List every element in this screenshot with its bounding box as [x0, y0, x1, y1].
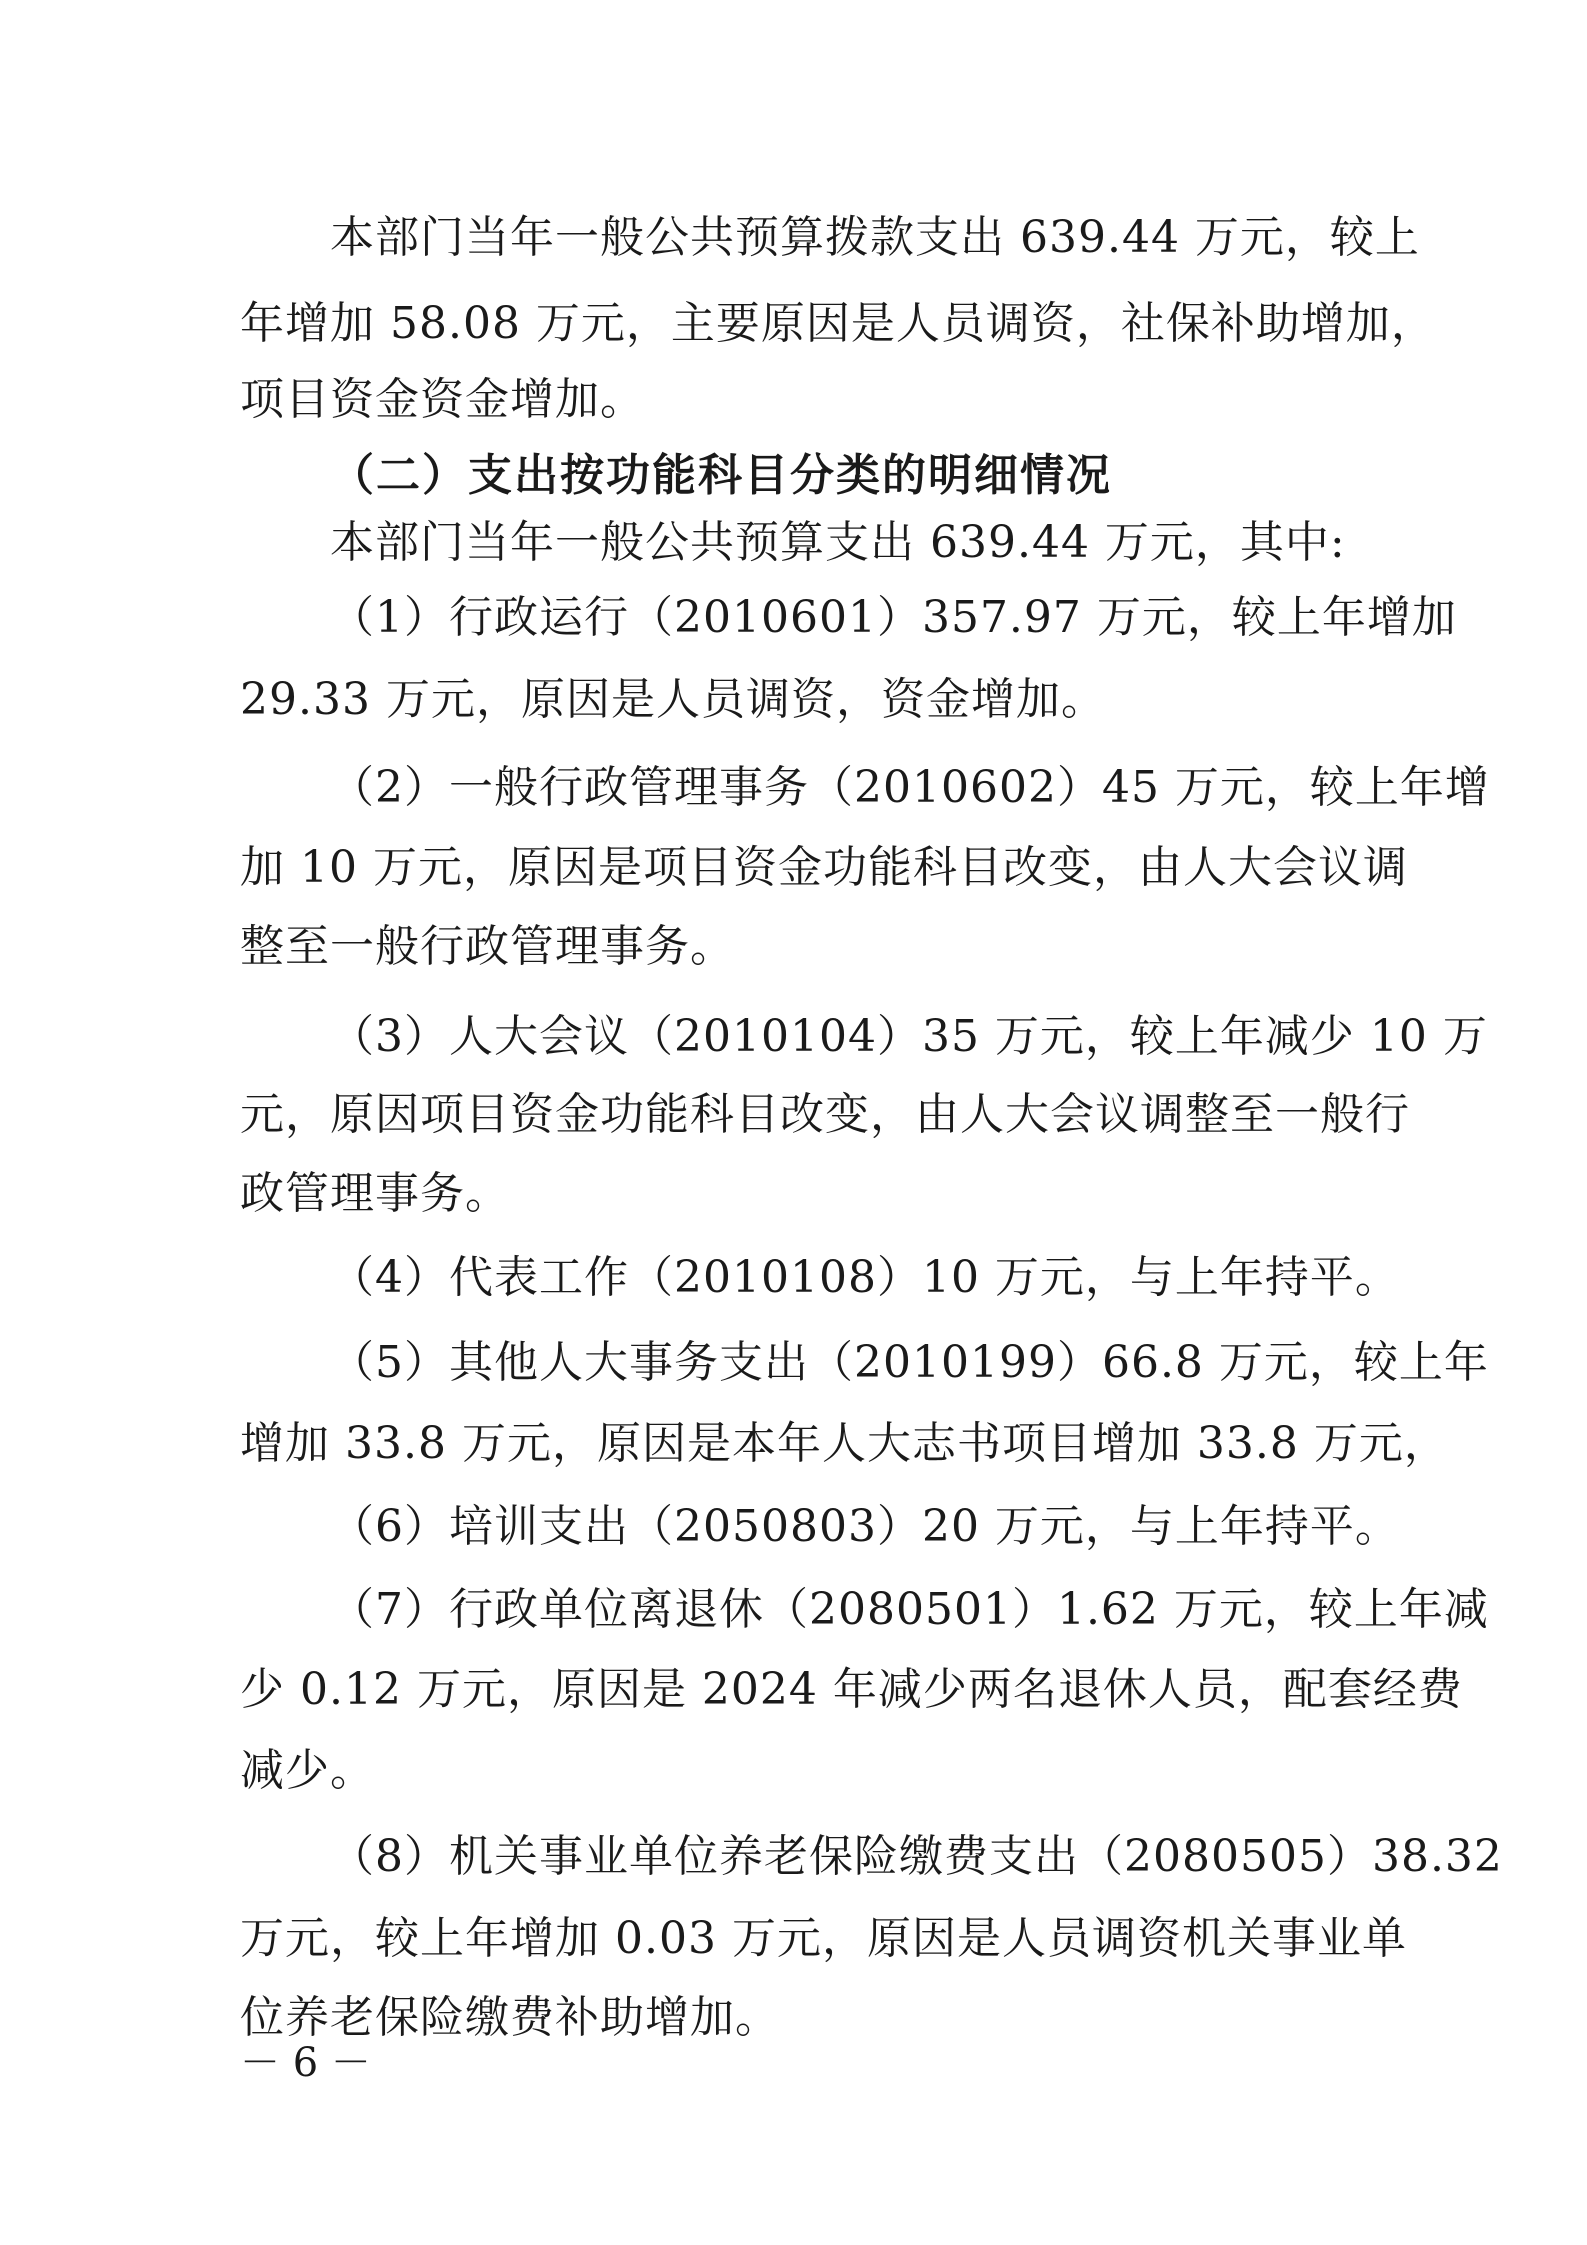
paragraph-line: （4）代表工作（2010108）10 万元，与上年持平。	[330, 1252, 1400, 1303]
paragraph-line: 本部门当年一般公共预算支出 639.44 万元，其中:	[330, 517, 1346, 568]
paragraph-line: 减少。	[240, 1745, 375, 1796]
paragraph-line: 位养老保险缴费补助增加。	[240, 1992, 780, 2043]
paragraph-line: （1）行政运行（2010601）357.97 万元，较上年增加	[330, 592, 1457, 643]
paragraph-line: 项目资金资金增加。	[240, 374, 645, 425]
paragraph-line: 加 10 万元，原因是项目资金功能科目改变，由人大会议调	[240, 842, 1408, 893]
paragraph-line: （6）培训支出（2050803）20 万元，与上年持平。	[330, 1501, 1400, 1552]
paragraph-line: （5）其他人大事务支出（2010199）66.8 万元，较上年	[330, 1337, 1489, 1388]
paragraph-line: 万元，较上年增加 0.03 万元，原因是人员调资机关事业单	[240, 1913, 1407, 1964]
paragraph-line: 元，原因项目资金功能科目改变，由人大会议调整至一般行	[240, 1089, 1410, 1140]
paragraph-line: 本部门当年一般公共预算拨款支出 639.44 万元，较上	[330, 212, 1420, 263]
paragraph-line: 整至一般行政管理事务。	[240, 921, 735, 972]
paragraph-line: 少 0.12 万元，原因是 2024 年减少两名退休人员，配套经费	[240, 1664, 1463, 1715]
page-number: － 6 －	[240, 2040, 371, 2086]
paragraph-line: 年增加 58.08 万元，主要原因是人员调资，社保补助增加，	[240, 298, 1436, 349]
paragraph-line: （3）人大会议（2010104）35 万元，较上年减少 10 万	[330, 1011, 1488, 1062]
paragraph-line: （8）机关事业单位养老保险缴费支出（2080505）38.32	[330, 1831, 1503, 1882]
paragraph-line: 政管理事务。	[240, 1168, 510, 1219]
section-heading: （二）支出按功能科目分类的明细情况	[330, 450, 1112, 501]
paragraph-line: 29.33 万元，原因是人员调资，资金增加。	[240, 674, 1106, 725]
paragraph-line: 增加 33.8 万元，原因是本年人大志书项目增加 33.8 万元，	[240, 1418, 1449, 1469]
paragraph-line: （7）行政单位离退休（2080501）1.62 万元，较上年减	[330, 1584, 1489, 1635]
paragraph-line: （2）一般行政管理事务（2010602）45 万元，较上年增	[330, 762, 1490, 813]
